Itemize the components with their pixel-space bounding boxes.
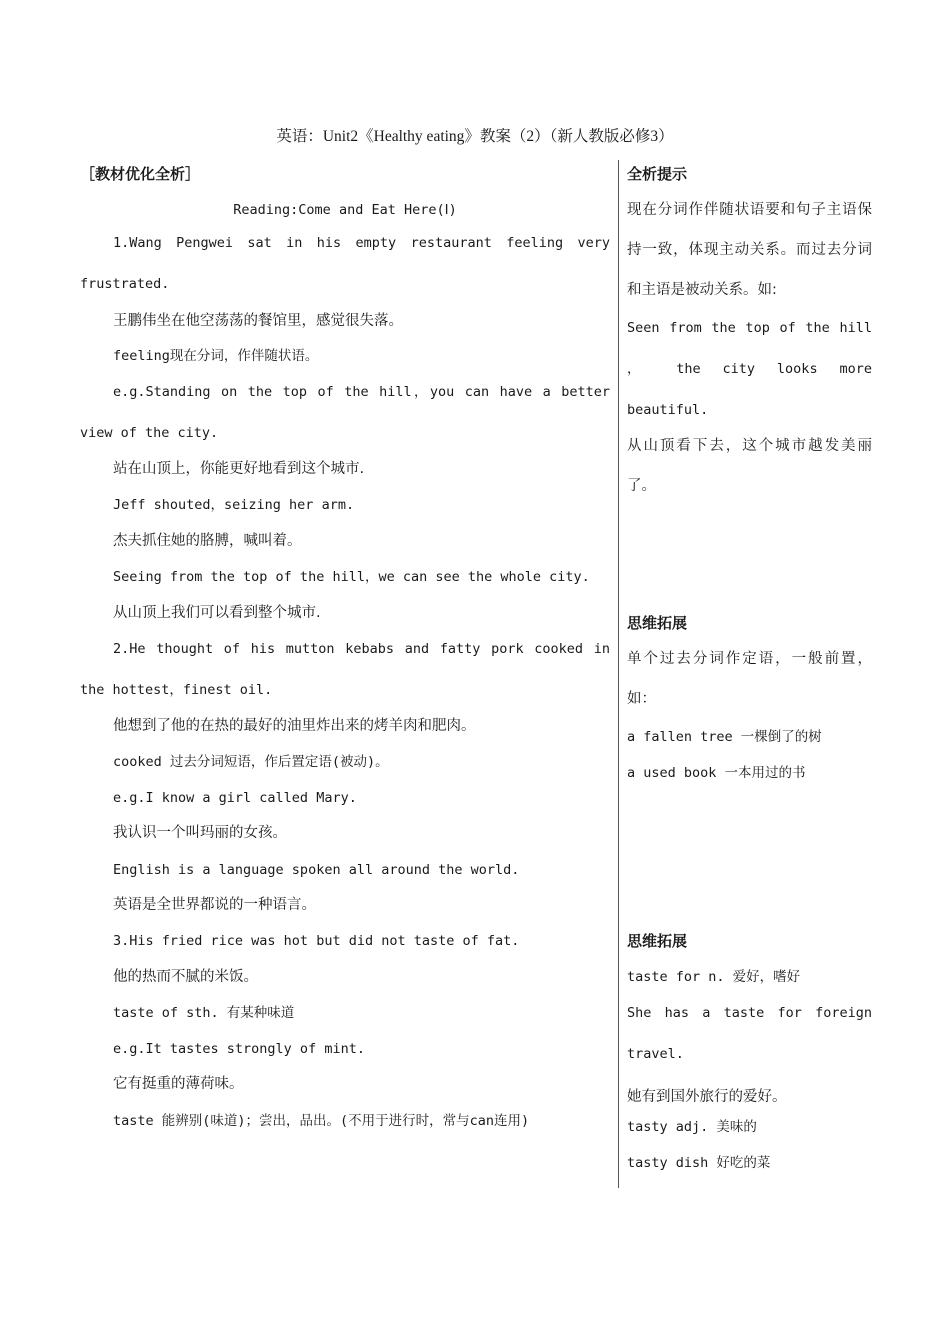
- sentence-1: 1.Wang Pengwei sat in his empty restaurant feeling very frustrated.: [80, 235, 610, 292]
- sidebar-extension-1-example-b: a used book 一本用过的书: [627, 765, 806, 781]
- sentence-1-example-3: Seeing from the top of the hill，we can see the whole city.: [113, 569, 590, 585]
- sidebar-analysis-example: Seen from the top of the hill ， the city looks more beautiful.: [627, 320, 872, 418]
- sidebar-extension-2-example-b-translation: 她有到国外旅行的爱好。: [627, 1089, 787, 1105]
- sentence-1-example-2: Jeff shouted，seizing her arm.: [113, 497, 355, 513]
- sentence-1-example-translation: 站在山顶上，你能更好地看到这个城市.: [113, 461, 365, 477]
- sentence-1-example-3-translation: 从山顶上我们可以看到整个城市.: [113, 605, 321, 621]
- sidebar-extension-2-example-d: tasty dish 好吃的菜: [627, 1155, 771, 1171]
- sentence-2-translation: 他想到了他的在热的最好的油里炸出来的烤羊肉和肥肉。: [113, 718, 476, 734]
- sidebar-analysis-example-translation: 从山顶看下去，这个城市越发美丽了。: [627, 438, 872, 494]
- sidebar-extension-1-example-a: a fallen tree 一棵倒了的树: [627, 729, 822, 745]
- sentence-1-example-2-translation: 杰夫抓住她的胳膊，喊叫着。: [113, 533, 302, 549]
- sidebar-extension-2-example-b: She has a taste for foreign travel.: [627, 1005, 872, 1062]
- sidebar-heading-extension-2: 思维拓展: [627, 932, 688, 950]
- sidebar-analysis-text: 现在分词作伴随状语要和句子主语保持一致，体现主动关系。而过去分词和主语是被动关系。如:: [627, 202, 872, 298]
- sidebar-extension-1-text: 单个过去分词作定语，一般前置，如：: [627, 651, 872, 707]
- sentence-2: 2.He thought of his mutton kebabs and fatty pork cooked in the hottest，finest oil.: [80, 641, 610, 698]
- sentence-2-example-2: English is a language spoken all around the world.: [113, 862, 520, 878]
- sentence-1-note: feeling现在分词，作伴随状语。: [113, 348, 319, 364]
- sentence-3-translation: 他的热而不腻的米饭。: [113, 969, 258, 985]
- sidebar-extension-2-example-a: taste for n. 爱好，嗜好: [627, 969, 801, 985]
- reading-title: Reading:Come and Eat Here(Ⅰ): [233, 202, 457, 218]
- sidebar-heading-extension-1: 思维拓展: [627, 614, 688, 632]
- document-title: 英语：Unit2《Healthy eating》教案（2）（新人教版必修3）: [276, 128, 674, 145]
- sentence-2-note: cooked 过去分词短语，作后置定语(被动)。: [113, 754, 389, 770]
- sentence-1-translation: 王鹏伟坐在他空荡荡的餐馆里，感觉很失落。: [113, 313, 403, 329]
- sentence-3-note: taste of sth. 有某种味道: [113, 1005, 295, 1021]
- section-header: ［教材优化全析］: [80, 165, 201, 183]
- sentence-2-example-2-translation: 英语是全世界都说的一种语言。: [113, 897, 316, 913]
- sidebar-heading-analysis: 全析提示: [627, 165, 688, 183]
- sentence-1-example: e.g.Standing on the top of the hill，you can have a better view of the city.: [80, 384, 610, 441]
- sentence-3-example-translation: 它有挺重的薄荷味。: [113, 1076, 244, 1092]
- column-divider: [618, 160, 619, 1188]
- sentence-3: 3.His fried rice was hot but did not taste of fat.: [113, 933, 520, 949]
- sentence-2-example-translation: 我认识一个叫玛丽的女孩。: [113, 825, 287, 841]
- sentence-3-example: e.g.It tastes strongly of mint.: [113, 1041, 365, 1057]
- sidebar-extension-2-example-c: tasty adj. 美味的: [627, 1119, 757, 1135]
- sentence-3-note-2: taste 能辨别(味道)；尝出，品出。(不用于进行时，常与can连用): [113, 1113, 530, 1129]
- sentence-2-example: e.g.I know a girl called Mary.: [113, 790, 357, 806]
